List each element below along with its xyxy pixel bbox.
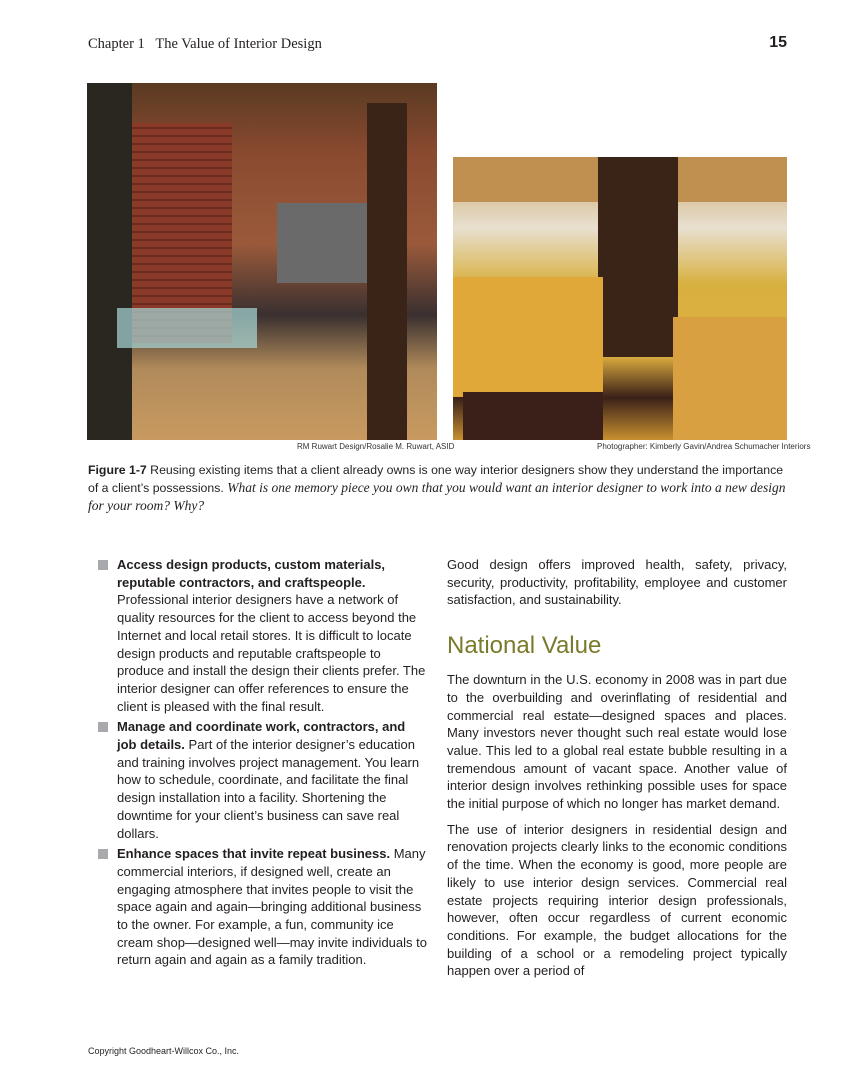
right-column bbox=[447, 556, 787, 988]
bullet-title: Access design products, custom materials, reputable contractors, and craftspeople. bbox=[117, 557, 386, 590]
photo-credit-left: RM Ruwart Design/Rosalie M. Ruwart, ASID bbox=[297, 442, 455, 451]
figure-label: Figure 1-7 bbox=[88, 463, 147, 477]
bullet-title: Enhance spaces that invite repeat business. bbox=[117, 846, 391, 862]
section-heading: National Value bbox=[447, 632, 602, 660]
list-item bbox=[98, 718, 428, 842]
caption-question: What is one memory piece you own that you would want an interior designer to work into a new design for your room? Why? bbox=[88, 480, 786, 513]
photo-credit-right: Photographer: Kimberly Gavin/Andrea Schumacher Interiors bbox=[597, 442, 811, 451]
caption-text: Reusing existing items that a client already owns is one way interior designers show they understand the importance of a client’s possessions. bbox=[88, 463, 784, 495]
office-photo bbox=[87, 83, 437, 440]
bullet-square-icon bbox=[98, 560, 108, 570]
list-item bbox=[98, 845, 428, 969]
bullet-text: Part of the interior designer’s education and training involves project management. You learn how to schedule, coordinate, and facilitate the final design installation into a facility. Shortening the downtime for your client’s business can save real dollars. bbox=[117, 737, 420, 841]
left-column bbox=[98, 556, 428, 972]
paragraph: The use of interior designers in residential design and renovation projects clearly links to the economic conditions of the time. When the economy is good, more people are likely to use interior design services. Commercial real estate projects requiring interior design professionals, however, often occur regardless of current economic conditions. For example, the budget allocations for the building of a school or a remodeling project typically happen over a period of bbox=[447, 821, 787, 979]
bullet-text: Professional interior designers have a network of quality resources for the client to access beyond the Internet and local retail stores. It is difficult to locate design products and reputable craftspeople to produce and install the design their clients prefer. The interior designer can offer references to ensure the client is pleased with the final result. bbox=[117, 592, 426, 714]
living-room-photo bbox=[453, 157, 787, 440]
list-item bbox=[98, 556, 428, 715]
bullet-square-icon bbox=[98, 849, 108, 859]
paragraph: The downturn in the U.S. economy in 2008 was in part due to the overbuilding and overinflating of residential and commercial real estate—designed spaces and places. Many investors never thought such real estate would lose value. This led to a global real estate bubble resulting in a tremendous amount of vacant space. Another value of interior design involves rethinking possible uses for space the initial purpose of which no longer has market demand. bbox=[447, 672, 787, 812]
page-number: 15 bbox=[769, 34, 787, 51]
running-header: Chapter 1 The Value of Interior Design bbox=[88, 36, 322, 52]
bullet-square-icon bbox=[98, 722, 108, 732]
figure-caption bbox=[88, 462, 788, 515]
copyright-footer: Copyright Goodheart-Willcox Co., Inc. bbox=[88, 1046, 240, 1056]
bullet-text: Many commercial interiors, if designed well, create an engaging atmosphere that invites people to visit the space again and again—bringing additional business to the owner. For example, a fun, community ice cream shop—designed well—may invite individuals to return again and again as a family tradition. bbox=[117, 846, 427, 968]
paragraph: Good design offers improved health, safety, privacy, security, productivity, profitability, employee and customer satisfaction, and sustainability. bbox=[447, 557, 787, 608]
bullet-title: Manage and coordinate work, contractors, and job details. bbox=[117, 719, 406, 753]
